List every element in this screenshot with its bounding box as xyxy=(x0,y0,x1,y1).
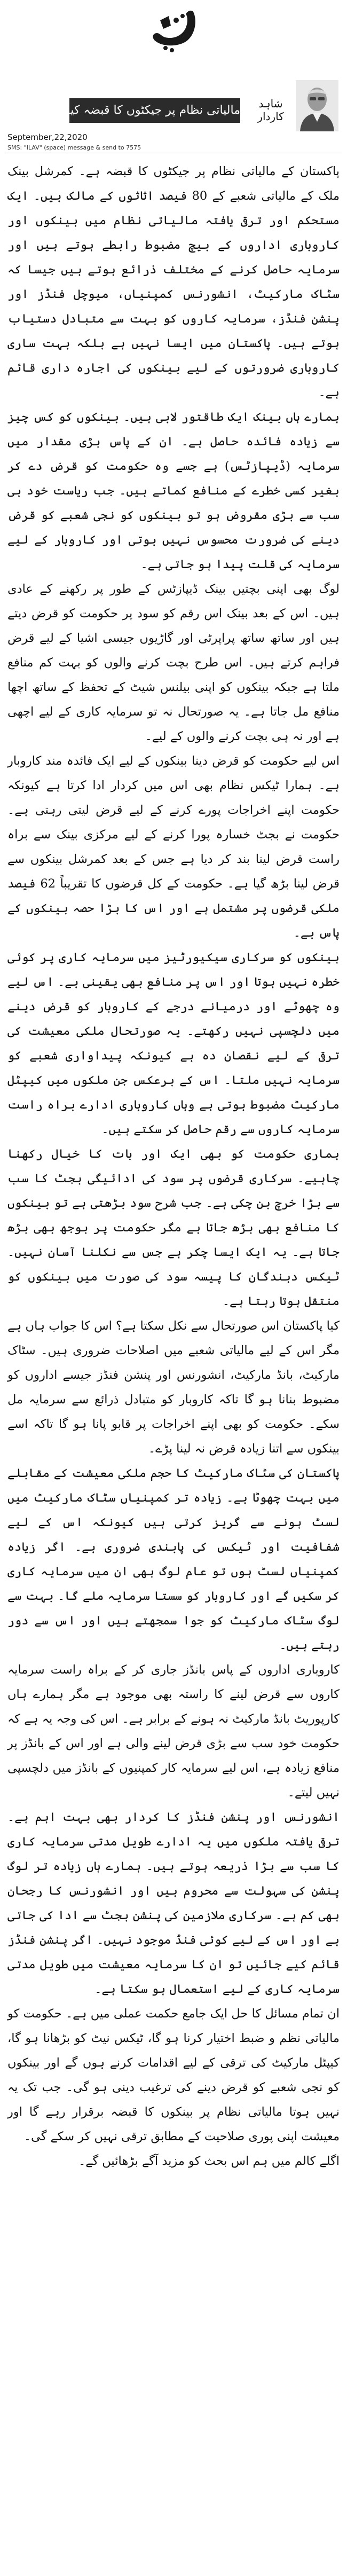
article-paragraph: انشورنس اور پنشن فنڈز کا کردار بھی بہت اہم ہے۔ ترقی یافتہ ملکوں میں یہ ادارے طویل مدتی سرمایہ کاری کا سب سے بڑا ذریعہ ہوتے ہیں۔ ہمارے ہاں زیادہ تر لوگ پنشن کی سہولت سے محروم ہیں اور انشورنس کا رجحان بھی کم ہے۔ سرکاری ملازمین کی پنشن بجٹ سے ادا کی جاتی ہے اور اس کے لیے کوئی فنڈ موجود نہیں۔ اگر پنشن فنڈز قائم کیے جائیں تو ان کا سرمایہ معیشت میں طویل مدتی سرمایہ کاری کے لیے استعمال ہو سکتا ہے۔ xyxy=(7,1810,340,1996)
article-paragraph: بینکوں کو سرکاری سیکیورٹیز میں سرمایہ کاری پر کوئی خطرہ نہیں ہوتا اور اس پر منافع بھی یقینی ہے۔ اس لیے وہ چھوٹے اور درمیانے درجے کے کاروبار کو قرض دینے میں دلچسپی نہیں رکھتے۔ یہ صورتحال ملکی معیشت کی ترقی کے لیے نقصان دہ ہے کیونکہ پیداواری شعبے کو سرمایہ نہیں ملتا۔ اس کے برعکس جن ملکوں میں کیپٹل مارکیٹ مضبوط ہوتی ہے وہاں کاروباری ادارے براہ راست سرمایہ کاروں سے رقم حاصل کر سکتے ہیں۔ xyxy=(7,951,340,1136)
article-paragraph: لوگ بھی اپنی بچتیں بینک ڈیپازٹس کے طور پر رکھنے کے عادی ہیں۔ اس کے بعد بینک اس رقم کو سود پر حکومت کو قرض دیتے ہیں اور ساتھ ساتھ پراپرٹی اور گاڑیوں جیسی اشیا کے لیے قرض فراہم کرتے ہیں۔ اس طرح بچت کرنے والوں کو بہت کم منافع ملتا ہے جبکہ بینکوں کو اپنی بیلنس شیٹ کے تحفظ کے ساتھ اچھا منافع مل جاتا ہے۔ یہ صورتحال نہ تو سرمایہ کاری کے لیے اچھی ہے اور نہ ہی بچت کرنے والوں کے لیے۔ xyxy=(7,582,340,743)
article-paragraph: ہماری حکومت کو بھی ایک اور بات کا خیال رکھنا چاہیے۔ سرکاری قرضوں پر سود کی ادائیگی بجٹ کا سب سے بڑا خرچ بن چکی ہے۔ جب شرح سود بڑھتی ہے تو بینکوں کا منافع بھی بڑھ جاتا ہے مگر حکومت پر بوجھ بھی بڑھ جاتا ہے۔ یہ ایک ایسا چکر ہے جس سے نکلنا آسان نہیں۔ ٹیکس دہندگان کا پیسہ سود کی صورت میں بینکوں کو منتقل ہوتا رہتا ہے۔ xyxy=(7,1147,340,1308)
headline-bar xyxy=(5,80,342,131)
article-headline: مالیاتی نظام پر جیکٹوں کا قبضہ کیوں؟ xyxy=(69,98,240,123)
article-paragraph: پاکستان کی سٹاک مارکیٹ کا حجم ملکی معیشت کے مقابلے میں بہت چھوٹا ہے۔ زیادہ تر کمپنیاں سٹاک مارکیٹ میں لسٹ ہونے سے گریز کرتی ہیں کیونکہ اس کے لیے شفافیت اور ٹیکس کی پابندی ضروری ہے۔ اگر زیادہ کمپنیاں لسٹ ہوں تو عام لوگ بھی ان میں سرمایہ کاری کر سکیں گے اور کاروبار کو سستا سرمایہ ملے گا۔ بہت سے لوگ سٹاک مارکیٹ کو جوا سمجھتے ہیں اور اس سے دور رہتے ہیں۔ xyxy=(7,1466,340,1652)
dunya-logo-icon xyxy=(144,4,203,56)
article-paragraph: کیا پاکستان اس صورتحال سے نکل سکتا ہے؟ اس کا جواب ہاں ہے مگر اس کے لیے مالیاتی شعبے میں اصلاحات ضروری ہیں۔ سٹاک مارکیٹ، بانڈ مارکیٹ، انشورنس اور پنشن فنڈز جیسے اداروں کو مضبوط بنانا ہو گا تاکہ کاروبار کو متبادل ذرائع سے سرمایہ مل سکے۔ حکومت کو بھی اپنے اخراجات پر قابو پانا ہو گا تاکہ اسے بینکوں سے اتنا زیادہ قرض نہ لینا پڑے۔ xyxy=(7,1319,340,1456)
article-paragraph: کاروباری اداروں کے پاس بانڈز جاری کر کے براہ راست سرمایہ کاروں سے قرض لینے کا راستہ بھی موجود ہے مگر ہمارے ہاں کارپوریٹ بانڈ مارکیٹ نہ ہونے کے برابر ہے۔ اس کی وجہ یہ ہے کہ حکومت خود سب سے بڑی قرض لینے والی ہے اور اس کے بانڈز پر منافع زیادہ ہے، اس لیے سرمایہ کار کمپنیوں کے بانڈز میں دلچسپی نہیں لیتے۔ xyxy=(7,1663,340,1800)
publish-date: September,22,2020 xyxy=(7,132,88,142)
article-paragraph: ہمارے ہاں بینک ایک طاقتور لابی ہیں۔ بینکوں کو کس چیز سے زیادہ فائدہ حاصل ہے۔ ان کے پاس بڑی مقدار میں سرمایہ (ڈیپازٹس) ہے جسے وہ حکومت کو قرض دے کر بغیر کسی خطرے کے منافع کماتے ہیں۔ جب ریاست خود ہی سب سے بڑی مقروض ہو تو بینکوں کو نجی شعبے کو قرض دینے کی ضرورت محسوس نہیں ہوتی اور کاروبار کے لیے سرمایہ کی قلت پیدا ہو جاتی ہے۔ xyxy=(7,410,340,571)
author-photo xyxy=(296,80,338,131)
article-body xyxy=(7,159,340,2567)
author-name: شاہد کاردار xyxy=(257,97,284,123)
masthead xyxy=(0,0,347,160)
logo-wrap xyxy=(0,4,347,56)
sms-note: SMS: "ILAV" (space) message & send to 7575 xyxy=(7,144,141,151)
dunya-logo xyxy=(144,4,203,56)
article-paragraph: ان تمام مسائل کا حل ایک جامع حکمت عملی میں ہے۔ حکومت کو مالیاتی نظم و ضبط اختیار کرنا ہو گا، ٹیکس نیٹ کو بڑھانا ہو گا، کیپٹل مارکیٹ کی ترقی کے لیے اقدامات کرنے ہوں گے اور بینکوں کو نجی شعبے کو قرض دینے کی ترغیب دینی ہو گی۔ جب تک یہ نہیں ہوتا مالیاتی نظام پر بینکوں کا قبضہ برقرار رہے گا اور معیشت اپنی پوری صلاحیت کے مطابق ترقی نہیں کر سکے گی۔ xyxy=(7,2007,340,2143)
article-paragraph: پاکستان کے مالیاتی نظام پر جیکٹوں کا قبضہ ہے۔ کمرشل بینک ملک کے مالیاتی شعبے کے 80 فیصد اثاثوں کے مالک ہیں۔ ایک مستحکم اور ترقی یافتہ مالیاتی نظام میں بینکوں اور کاروباری اداروں کے بیچ مضبوط رابطے ہوتے ہیں اور سرمایہ حاصل کرنے کے مختلف ذرائع ہوتے ہیں جیسا کہ سٹاک مارکیٹ، انشورنس کمپنیاں، میوچل فنڈز اور پنشن فنڈز، سرمایہ کاروں کو بہت سے متبادل دستیاب ہوتے ہیں۔ پاکستان میں ایسا نہیں ہے بلکہ بہت ساری کاروباری ضرورتوں کے لیے بینکوں کی اجارہ داری قائم ہے۔ xyxy=(7,164,340,399)
article-paragraph: اس لیے حکومت کو قرض دینا بینکوں کے لیے ایک فائدہ مند کاروبار ہے۔ ہمارا ٹیکس نظام بھی اس میں کردار ادا کرتا ہے کیونکہ حکومت اپنے اخراجات پورے کرنے کے لیے قرض لیتی رہتی ہے۔ حکومت نے بجٹ خسارہ پورا کرنے کے لیے مرکزی بینک سے براہ راست قرض لینا بند کر دیا ہے جس کے بعد کمرشل بینکوں سے قرض لینا بڑھ گیا ہے۔ حکومت کے کل قرضوں کا تقریباً 62 فیصد ملکی قرضوں پر مشتمل ہے اور اس کا بڑا حصہ بینکوں کے پاس ہے۔ xyxy=(7,754,340,940)
article-paragraph: اگلے کالم میں ہم اس بحث کو مزید آگے بڑھائیں گے۔ xyxy=(78,2154,340,2168)
author-portrait-icon xyxy=(296,80,338,131)
